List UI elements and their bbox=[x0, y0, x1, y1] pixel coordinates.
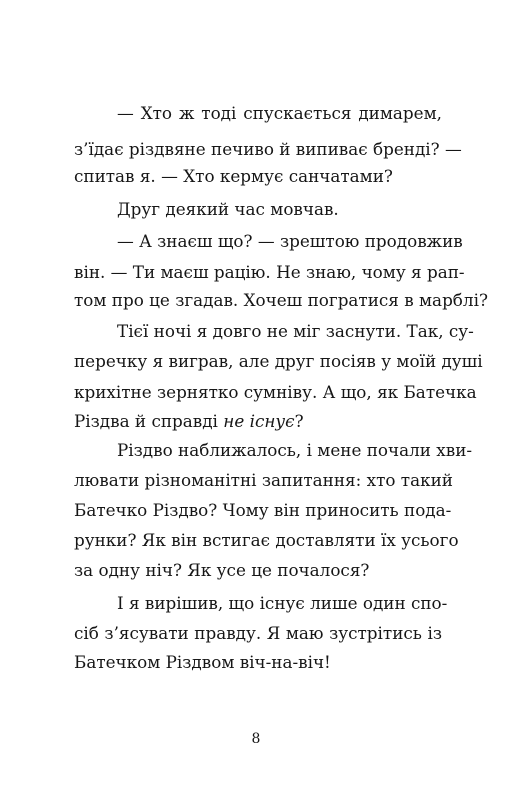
paragraph-1-line-3: спитав я. — Хто кермує санчатами? bbox=[74, 166, 393, 186]
emphasis-text: не існує bbox=[223, 411, 295, 431]
paragraph-5-line-1: Різдво наближалось, і мене почали хви- bbox=[117, 440, 473, 460]
paragraph-5-line-4: рунки? Як він встигає доставляти їх усього bbox=[74, 530, 459, 550]
paragraph-5-line-2: лювати різноманітні запитання: хто такий bbox=[74, 470, 453, 490]
paragraph-5-line-5: за одну ніч? Як усе це почалося? bbox=[74, 560, 370, 580]
paragraph-3-line-1: — А знаєш що? — зрештою продовжив bbox=[117, 231, 463, 251]
paragraph-3-line-2: він. — Ти маєш рацію. Не знаю, чому я рап- bbox=[74, 262, 465, 282]
page-number: 8 bbox=[251, 731, 261, 747]
paragraph-1-line-1: — Хто ж тоді спускається димарем, bbox=[117, 103, 442, 123]
paragraph-2-line-1: Друг деякий час мовчав. bbox=[117, 199, 339, 219]
paragraph-4-line-2: перечку я виграв, але друг посіяв у моїй душі bbox=[74, 351, 483, 371]
paragraph-4-line-4 bbox=[74, 411, 442, 431]
paragraph-4-line-4-start: Різдва й справді bbox=[74, 411, 218, 431]
paragraph-5-line-3: Батечко Різдво? Чому він приносить пода- bbox=[74, 500, 452, 520]
paragraph-3-line-3: том про це згадав. Хочеш погратися в марблі? bbox=[74, 290, 488, 310]
paragraph-6-line-1: І я вирішив, що існує лише один спо- bbox=[117, 593, 448, 613]
paragraph-4-line-1: Тієї ночі я довго не міг заснути. Так, су- bbox=[117, 321, 474, 341]
paragraph-1-line-2: з’їдає різдвяне печиво й випиває бренді? — bbox=[74, 139, 462, 159]
paragraph-6-line-2: сіб з’ясувати правду. Я маю зустрітись із bbox=[74, 623, 442, 643]
paragraph-6-line-3: Батечком Різдвом віч-на-віч! bbox=[74, 652, 331, 672]
paragraph-4-line-3: крихітне зернятко сумніву. А що, як Батечка bbox=[74, 382, 477, 402]
paragraph-4-line-4-end: ? bbox=[294, 411, 304, 431]
